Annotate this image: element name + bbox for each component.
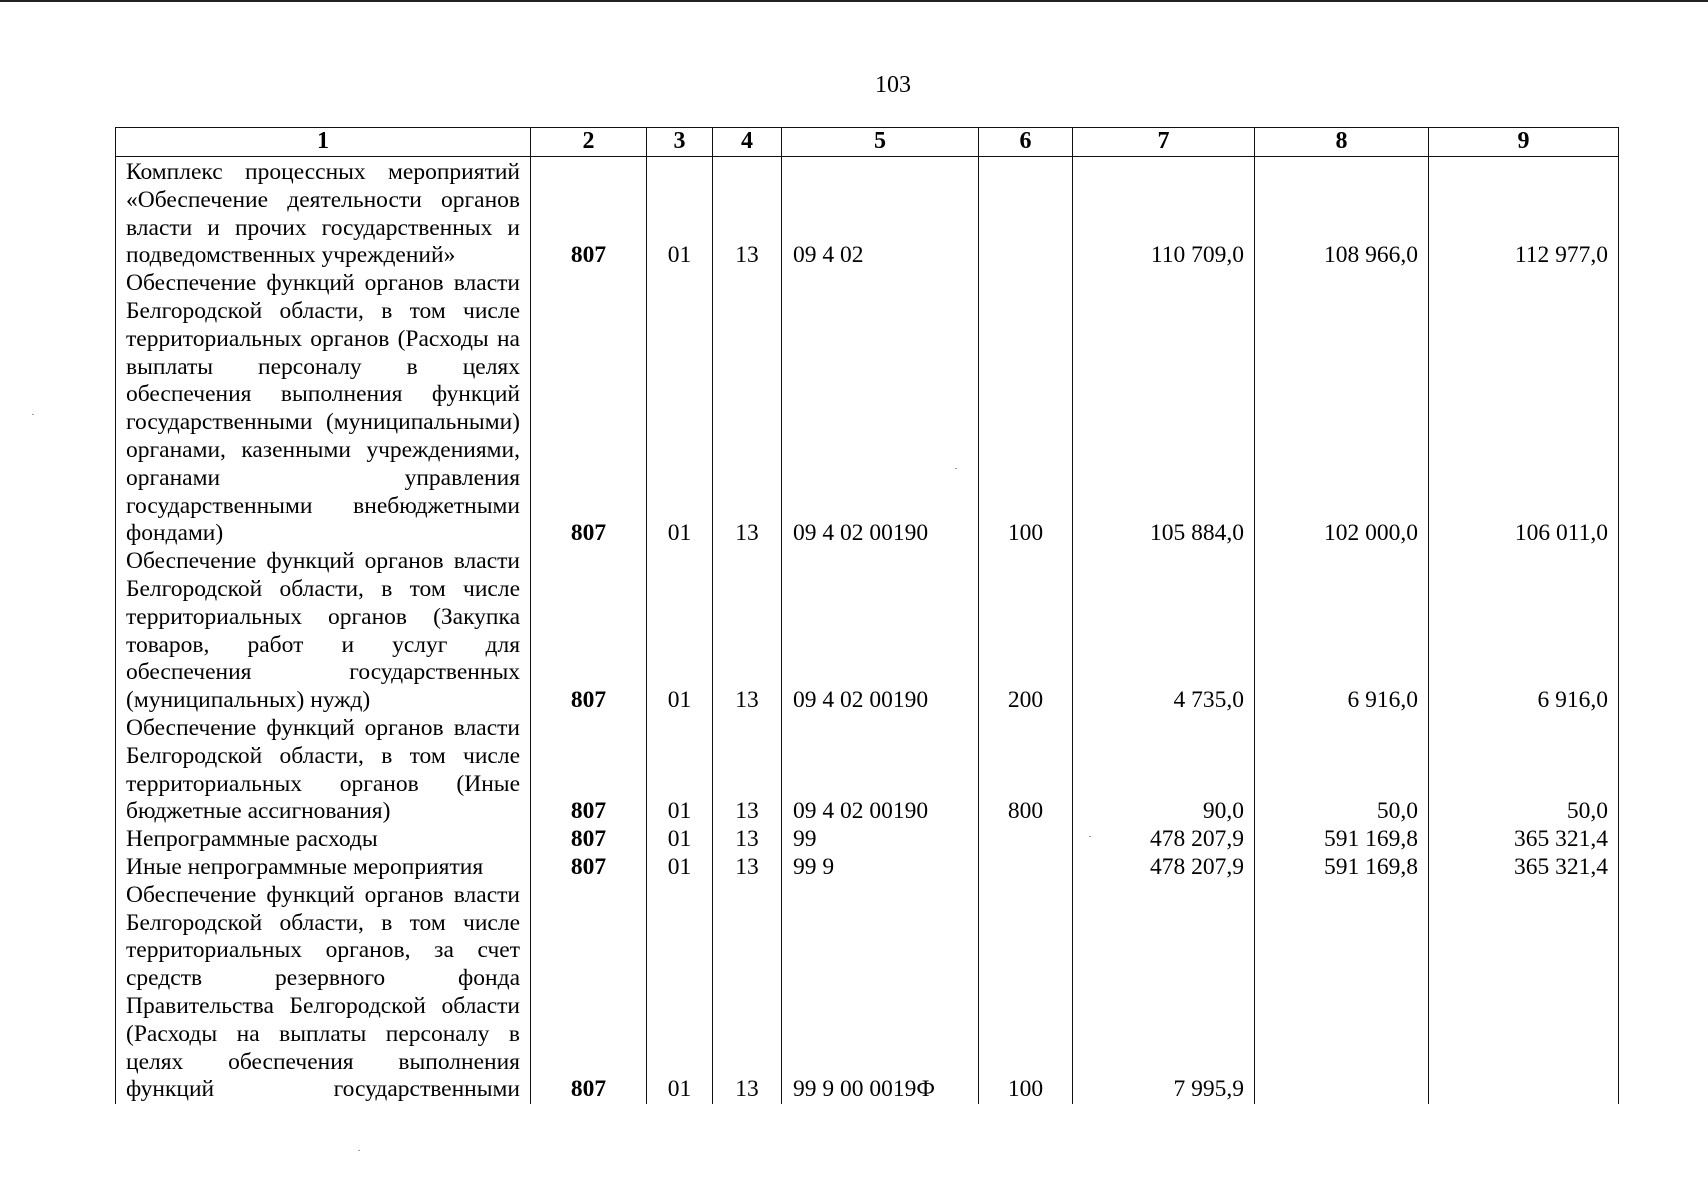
row-vr xyxy=(979,157,1073,271)
row-rz: 01 xyxy=(647,854,713,882)
row-csr: 09 4 02 xyxy=(782,157,979,271)
row-sum-7: 105 884,0 xyxy=(1073,270,1255,548)
table-row xyxy=(116,270,1619,548)
header-col-1: 1 xyxy=(116,128,531,157)
row-pr: 13 xyxy=(713,826,782,854)
row-name: Обеспечение функций органов власти Белгородской области, в том числе территориальных органов (Расходы на выплаты персоналу в целях обеспечения выполнения функций государственными (муниципальными) органами, казенными учреждениями, органами управления государственными внебюджетными фондами) xyxy=(116,270,531,548)
row-vr: 200 xyxy=(979,548,1073,715)
row-sum-8: 6 916,0 xyxy=(1255,548,1429,715)
header-col-8: 8 xyxy=(1255,128,1429,157)
scan-speck xyxy=(955,468,957,469)
row-name: Обеспечение функций органов власти Белгородской области, в том числе территориальных органов, за счет средств резервного фонда Правительства Белгородской области (Расходы на выплаты персоналу в целях обеспечения выполнения функций государственными xyxy=(116,882,531,1104)
row-grbs: 807 xyxy=(531,157,647,271)
row-sum-8 xyxy=(1255,882,1429,1104)
row-name: Обеспечение функций органов власти Белгородской области, в том числе территориальных органов (Иные бюджетные ассигнования) xyxy=(116,715,531,826)
page-number-text: 103 xyxy=(875,72,911,98)
row-sum-9: 112 977,0 xyxy=(1429,157,1619,271)
row-name: Комплекс процессных мероприятий «Обеспечение деятельности органов власти и прочих государственных и подведомственных учреждений» xyxy=(116,157,531,271)
row-sum-9: 106 011,0 xyxy=(1429,270,1619,548)
row-sum-8: 102 000,0 xyxy=(1255,270,1429,548)
row-name: Непрограммные расходы xyxy=(116,826,531,854)
row-pr: 13 xyxy=(713,270,782,548)
row-sum-9: 365 321,4 xyxy=(1429,854,1619,882)
row-sum-7: 478 207,9 xyxy=(1073,826,1255,854)
row-sum-7: 4 735,0 xyxy=(1073,548,1255,715)
row-pr: 13 xyxy=(713,854,782,882)
row-csr: 99 9 xyxy=(782,854,979,882)
header-row xyxy=(116,128,1619,157)
row-sum-8: 108 966,0 xyxy=(1255,157,1429,271)
table-row xyxy=(116,854,1619,882)
table-row xyxy=(116,882,1619,1104)
page-number xyxy=(0,72,1708,99)
row-grbs: 807 xyxy=(531,854,647,882)
row-grbs: 807 xyxy=(531,715,647,826)
row-pr: 13 xyxy=(713,157,782,271)
header-col-5: 5 xyxy=(782,128,979,157)
row-sum-7: 478 207,9 xyxy=(1073,854,1255,882)
row-vr xyxy=(979,854,1073,882)
header-col-6: 6 xyxy=(979,128,1073,157)
row-csr: 09 4 02 00190 xyxy=(782,548,979,715)
header-col-9: 9 xyxy=(1429,128,1619,157)
row-sum-7: 7 995,9 xyxy=(1073,882,1255,1104)
header-col-3: 3 xyxy=(647,128,713,157)
table-header xyxy=(116,128,1619,157)
row-vr: 100 xyxy=(979,882,1073,1104)
table-row xyxy=(116,548,1619,715)
header-col-7: 7 xyxy=(1073,128,1255,157)
table-row xyxy=(116,826,1619,854)
row-sum-8: 591 169,8 xyxy=(1255,854,1429,882)
header-col-2: 2 xyxy=(531,128,647,157)
row-sum-8: 50,0 xyxy=(1255,715,1429,826)
row-rz: 01 xyxy=(647,270,713,548)
row-sum-9 xyxy=(1429,882,1619,1104)
row-vr: 800 xyxy=(979,715,1073,826)
table-row xyxy=(116,715,1619,826)
row-rz: 01 xyxy=(647,715,713,826)
row-sum-9: 50,0 xyxy=(1429,715,1619,826)
row-grbs: 807 xyxy=(531,548,647,715)
scan-speck xyxy=(1089,836,1091,837)
row-name: Иные непрограммные мероприятия xyxy=(116,854,531,882)
row-sum-7: 90,0 xyxy=(1073,715,1255,826)
row-name: Обеспечение функций органов власти Белгородской области, в том числе территориальных органов (Закупка товаров, работ и услуг для обеспечения государственных (муниципальных) нужд) xyxy=(116,548,531,715)
row-grbs: 807 xyxy=(531,882,647,1104)
row-rz: 01 xyxy=(647,157,713,271)
header-col-4: 4 xyxy=(713,128,782,157)
top-edge-rule xyxy=(0,0,1708,2)
row-sum-9: 365 321,4 xyxy=(1429,826,1619,854)
row-pr: 13 xyxy=(713,715,782,826)
row-grbs: 807 xyxy=(531,826,647,854)
row-grbs: 807 xyxy=(531,270,647,548)
table-row xyxy=(116,157,1619,271)
scan-speck xyxy=(358,1150,360,1151)
row-pr: 13 xyxy=(713,548,782,715)
row-rz: 01 xyxy=(647,548,713,715)
scan-speck xyxy=(32,414,34,415)
row-pr: 13 xyxy=(713,882,782,1104)
row-csr: 09 4 02 00190 xyxy=(782,270,979,548)
row-vr xyxy=(979,826,1073,854)
row-vr: 100 xyxy=(979,270,1073,548)
row-sum-8: 591 169,8 xyxy=(1255,826,1429,854)
row-rz: 01 xyxy=(647,882,713,1104)
row-rz: 01 xyxy=(647,826,713,854)
table-body xyxy=(116,157,1619,1105)
row-csr: 99 xyxy=(782,826,979,854)
row-csr: 09 4 02 00190 xyxy=(782,715,979,826)
row-sum-7: 110 709,0 xyxy=(1073,157,1255,271)
row-sum-9: 6 916,0 xyxy=(1429,548,1619,715)
row-csr: 99 9 00 0019Ф xyxy=(782,882,979,1104)
budget-table xyxy=(115,127,1619,1104)
